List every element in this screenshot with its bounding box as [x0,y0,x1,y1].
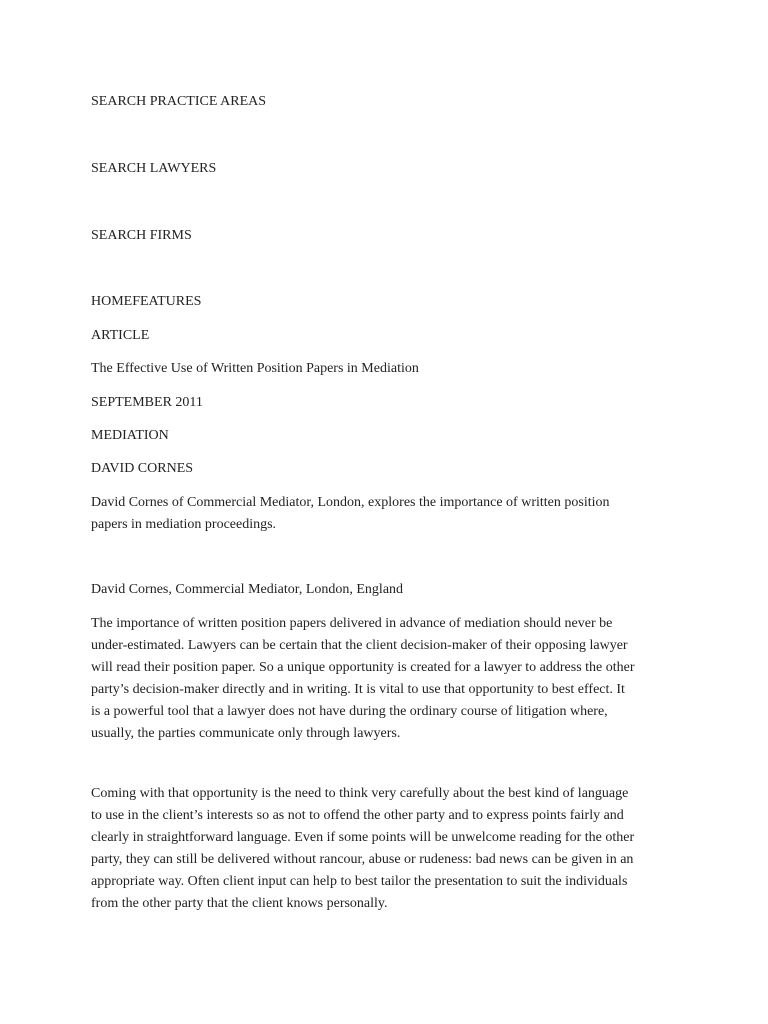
article-author[interactable]: DAVID CORNES [91,461,194,476]
section-label: ARTICLE [91,328,150,343]
article-title: The Effective Use of Written Position Papers in Mediation [91,361,419,376]
search-practice-areas-link[interactable]: SEARCH PRACTICE AREAS [91,94,267,109]
article-category[interactable]: MEDIATION [91,428,169,443]
article-byline: David Cornes, Commercial Mediator, London, England [91,582,404,597]
breadcrumb[interactable]: HOMEFEATURES [91,294,202,309]
search-firms-link[interactable]: SEARCH FIRMS [91,228,192,243]
search-lawyers-link[interactable]: SEARCH LAWYERS [91,161,217,176]
article-date: SEPTEMBER 2011 [91,395,203,410]
article-paragraph-2: Coming with that opportunity is the need to think very carefully about the best kind of language to use in the client’s interests so as not to offend the other party and to express points fairly and clearly in straightforward language. Even if some points will be unwelcome reading for the other party, they can still be delivered without rancour, abuse or rudeness: bad news can be given in an appropriate way. Often client input can help to best tailor the presentation to suit the individuals from the other party that the client knows personally. [91,786,635,911]
article-summary: David Cornes of Commercial Mediator, London, explores the importance of written position papers in mediation proceedings. [91,495,610,532]
article-paragraph-1: The importance of written position papers delivered in advance of mediation should never be under-estimated. Lawyers can be certain that the client decision-maker of their opposing lawyer will read their position paper. So a unique opportunity is created for a lawyer to address the other party’s decision-maker directly and in writing. It is vital to use that opportunity to best effect. It is a powerful tool that a lawyer does not have during the ordinary course of litigation where, usually, the parties communicate only through lawyers. [91,616,635,741]
